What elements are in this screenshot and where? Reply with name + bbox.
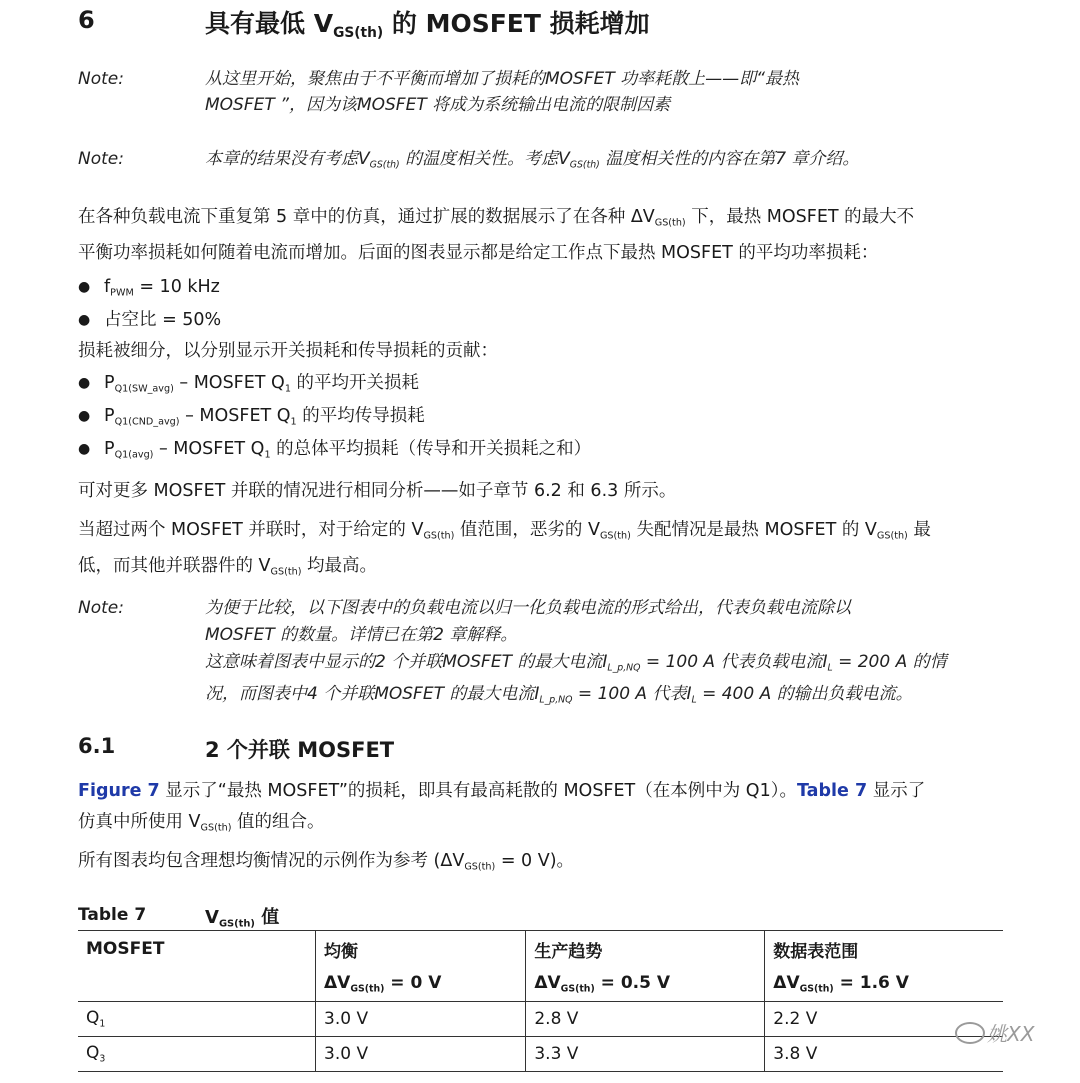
vgs-table xyxy=(78,930,1003,1072)
table-header-cell: 生产趋势 xyxy=(526,931,765,968)
bullet-icon: ● xyxy=(78,441,91,457)
bullet-icon: ● xyxy=(78,375,91,391)
table-header-cell: $\Delta V_{GS(th)} = 1.6$ V xyxy=(765,967,1003,1002)
table-header-cell xyxy=(78,967,316,1002)
table-header-cell: MOSFET xyxy=(78,931,316,968)
table-link[interactable]: Table 7 xyxy=(796,781,868,801)
bullet-icon: ● xyxy=(78,408,91,424)
note-text: 本章的结果没有考虑$V_{GS(th)}$ 的温度相关性。考虑$V_{GS(th)}$ 温度相关性的内容在第7 章介绍。 xyxy=(205,149,860,171)
list-item: ● $f_{PWM} = 10$ kHz xyxy=(78,271,220,309)
note-text: 从这里开始，聚焦由于不平衡而增加了损耗的MOSFET 功率耗散上——即“最热 MOSFET ”，因为该MOSFET 将成为系统输出电流的限制因素 xyxy=(205,69,799,115)
watermark: 姚XX xyxy=(955,1018,1034,1047)
bullet-icon: ● xyxy=(78,312,91,328)
figure-link[interactable]: Figure 7 xyxy=(78,781,160,801)
worst-case-paragraph: 当超过两个 MOSFET 并联时，对于给定的 $V_{GS(th)}$ 值范围，恶劣的 $V_{GS(th)}$ 失配情况是最热 MOSFET 的 $V_{GS(th)}$ 最 低，而其他并联器件的 $V_{GS(th)}$ 均最高。 xyxy=(78,520,931,578)
table-cell: $Q_1$ xyxy=(78,1002,316,1037)
table-cell: 3.3 V xyxy=(526,1037,765,1072)
chapter-title: 具有最低 $V_{GS(th)}$ 的 MOSFET 损耗增加 xyxy=(205,9,650,41)
table-row xyxy=(78,1037,1003,1072)
section-paragraph: Figure 7 显示了“最热 MOSFET”的损耗，即具有最高耗散的 MOSFET（在本例中为 Q1）。Table 7 显示了 仿真中所使用 $V_{GS(th)}$ 值的组合。 xyxy=(78,781,926,834)
table-row xyxy=(78,1002,1003,1037)
breakdown-text: 损耗被细分，以分别显示开关损耗和传导损耗的贡献： xyxy=(78,341,498,361)
reference-paragraph: 所有图表均包含理想均衡情况的示例作为参考 ($\Delta V_{GS(th)} = 0$ V)。 xyxy=(78,851,575,873)
table-caption: $V_{GS(th)}$ 值 xyxy=(205,907,280,930)
table-header-row xyxy=(78,967,1003,1002)
table-cell: 2.2 V xyxy=(765,1002,1003,1037)
note-label: Note: xyxy=(78,149,124,169)
bullet-icon: ● xyxy=(78,279,91,295)
section-number: 6.1 xyxy=(78,734,116,758)
section-title: 2 个并联 MOSFET xyxy=(205,738,395,762)
table-header-cell: 均衡 xyxy=(316,931,526,968)
table-cell: $Q_3$ xyxy=(78,1037,316,1072)
table-cell: 2.8 V xyxy=(526,1002,765,1037)
table-header-row xyxy=(78,931,1003,968)
intro-paragraph: 在各种负载电流下重复第 5 章中的仿真，通过扩展的数据展示了在各种 $\Delta V_{GS(th)}$ 下，最热 MOSFET 的最大不 平衡功率损耗如何随着电流而增加。后面的图表显示都是给定工作点下最热 MOSFET 的平均功率损耗： xyxy=(78,207,915,264)
note-label: Note: xyxy=(78,598,124,618)
parallel-text: 可对更多 MOSFET 并联的情况进行相同分析——如子章节 6.2 和 6.3 所示。 xyxy=(78,481,677,501)
wechat-icon xyxy=(955,1022,985,1044)
note-text: 为便于比较，以下图表中的负载电流以归一化负载电流的形式给出，代表负载电流除以 MOSFET 的数量。详情已在第2 章解释。 这意味着图表中显示的2 个并联MOSFET 的最大电流$I_{L\_p,NQ} = 100$ A 代表负载电流$I_L = 200$ A 的情 况，而图表中4 个并联MOSFET 的最大电流$I_{L\_p,NQ} = 100$ A 代表$I_L = 400$ A 的输出负载电流。 xyxy=(205,598,947,706)
table-cell: 3.0 V xyxy=(316,1037,526,1072)
list-item: ● $P_{Q1(avg)}$ – MOSFET $Q_1$ 的总体平均损耗（传导和开关损耗之和） xyxy=(78,433,591,471)
table-cell: 3.8 V xyxy=(765,1037,1003,1072)
table-caption-number: Table 7 xyxy=(78,905,147,925)
table-cell: 3.0 V xyxy=(316,1002,526,1037)
chapter-number: 6 xyxy=(78,6,95,34)
list-item: ● $P_{Q1(CND\_avg)}$ – MOSFET $Q_1$ 的平均传导损耗 xyxy=(78,400,425,438)
table-header-cell: 数据表范围 xyxy=(765,931,1003,968)
list-item: ● $P_{Q1(SW\_avg)}$ – MOSFET $Q_1$ 的平均开关损耗 xyxy=(78,367,419,405)
note-label: Note: xyxy=(78,69,124,89)
table-header-cell: $\Delta V_{GS(th)} = 0.5$ V xyxy=(526,967,765,1002)
table-header-cell: $\Delta V_{GS(th)} = 0$ V xyxy=(316,967,526,1002)
list-item: ● 占空比 = 50% xyxy=(78,304,221,336)
